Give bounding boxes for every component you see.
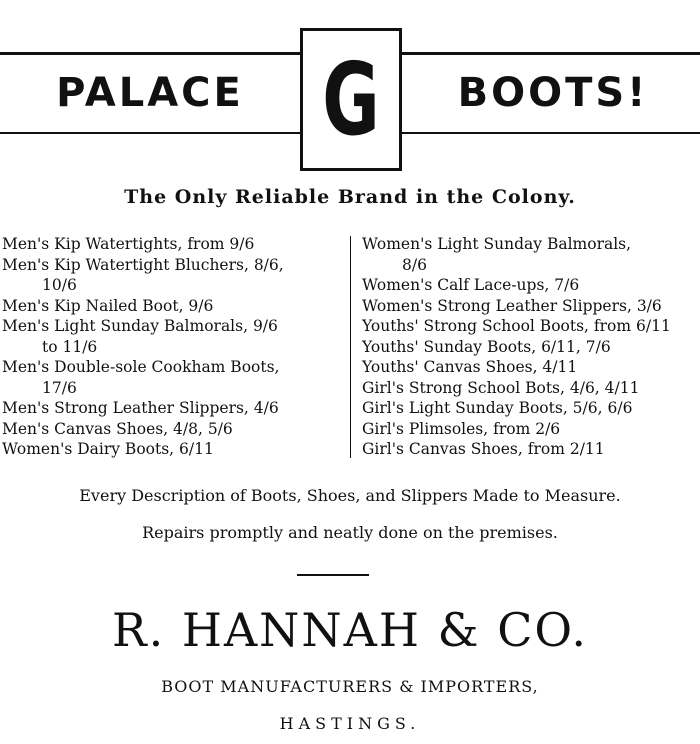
logo-letter: G [322,40,380,158]
list-item [362,398,700,419]
item-text: Women's Light Sunday Balmorals, [362,235,632,253]
list-item [2,398,338,419]
tagline: The Only Reliable Brand in the Colony. [124,186,576,208]
company-subtitle: BOOT MANUFACTURERS & IMPORTERS, [161,677,539,696]
item-text: Youths' Strong School Boots, from 6/11 [362,317,671,335]
list-item [2,357,338,398]
header-banner [0,28,700,176]
list-item [2,439,338,460]
item-text: Women's Strong Leather Slippers, 3/6 [362,296,662,315]
left-price-list [2,234,338,460]
list-item [2,234,338,255]
item-continuation: 10/6 [42,276,77,294]
list-item [362,316,700,337]
repairs-notice: Repairs promptly and neatly done on the premises. [142,523,558,542]
header-right-word: BOOTS! [457,70,649,116]
item-text: Men's Strong Leather Slippers, 4/6 [2,399,279,417]
list-item [2,255,338,296]
item-text: Men's Double-sole Cookham Boots, [2,358,280,376]
item-continuation: 8/6 [402,255,427,274]
list-item [362,234,700,275]
company-location: HASTINGS. [279,714,421,733]
item-text: Men's Kip Watertight Bluchers, 8/6, [2,255,284,274]
made-to-measure-notice: Every Description of Boots, Shoes, and Slippers Made to Measure. [79,486,621,505]
list-item [362,419,700,440]
item-text: Men's Canvas Shoes, 4/8, 5/6 [2,419,233,438]
item-continuation: to 11/6 [42,337,98,356]
right-price-list [362,234,700,460]
item-text: Men's Light Sunday Balmorals, 9/6 [2,317,278,335]
item-text: Women's Dairy Boots, 6/11 [2,440,214,458]
right-bottom-rule [402,132,700,134]
item-text: Men's Kip Nailed Boot, 9/6 [2,296,214,315]
item-text: Youths' Canvas Shoes, 4/11 [362,358,578,376]
header-left-word: PALACE [56,70,244,116]
item-text: Youths' Sunday Boots, 6/11, 7/6 [362,337,611,356]
column-divider [350,236,351,458]
list-item [2,296,338,317]
list-item [362,275,700,296]
item-continuation: 17/6 [42,378,77,397]
logo-box [300,28,402,171]
list-item [362,357,700,378]
list-item [362,296,700,317]
item-text: Girl's Light Sunday Boots, 5/6, 6/6 [362,399,633,417]
list-item [2,316,338,357]
list-item [362,439,700,460]
separator-rule [297,574,369,576]
item-text: Girl's Canvas Shoes, from 2/11 [362,440,605,458]
list-item [362,337,700,358]
item-text: Women's Calf Lace-ups, 7/6 [362,276,580,294]
right-top-rule [402,52,700,55]
company-name: R. HANNAH & CO. [111,603,589,657]
left-top-rule [0,52,300,55]
item-text: Girl's Strong School Bots, 4/6, 4/11 [362,378,640,397]
list-item [2,419,338,440]
item-text: Men's Kip Watertights, from 9/6 [2,235,255,253]
item-text: Girl's Plimsoles, from 2/6 [362,419,561,438]
list-item [362,378,700,399]
left-bottom-rule [0,132,300,134]
